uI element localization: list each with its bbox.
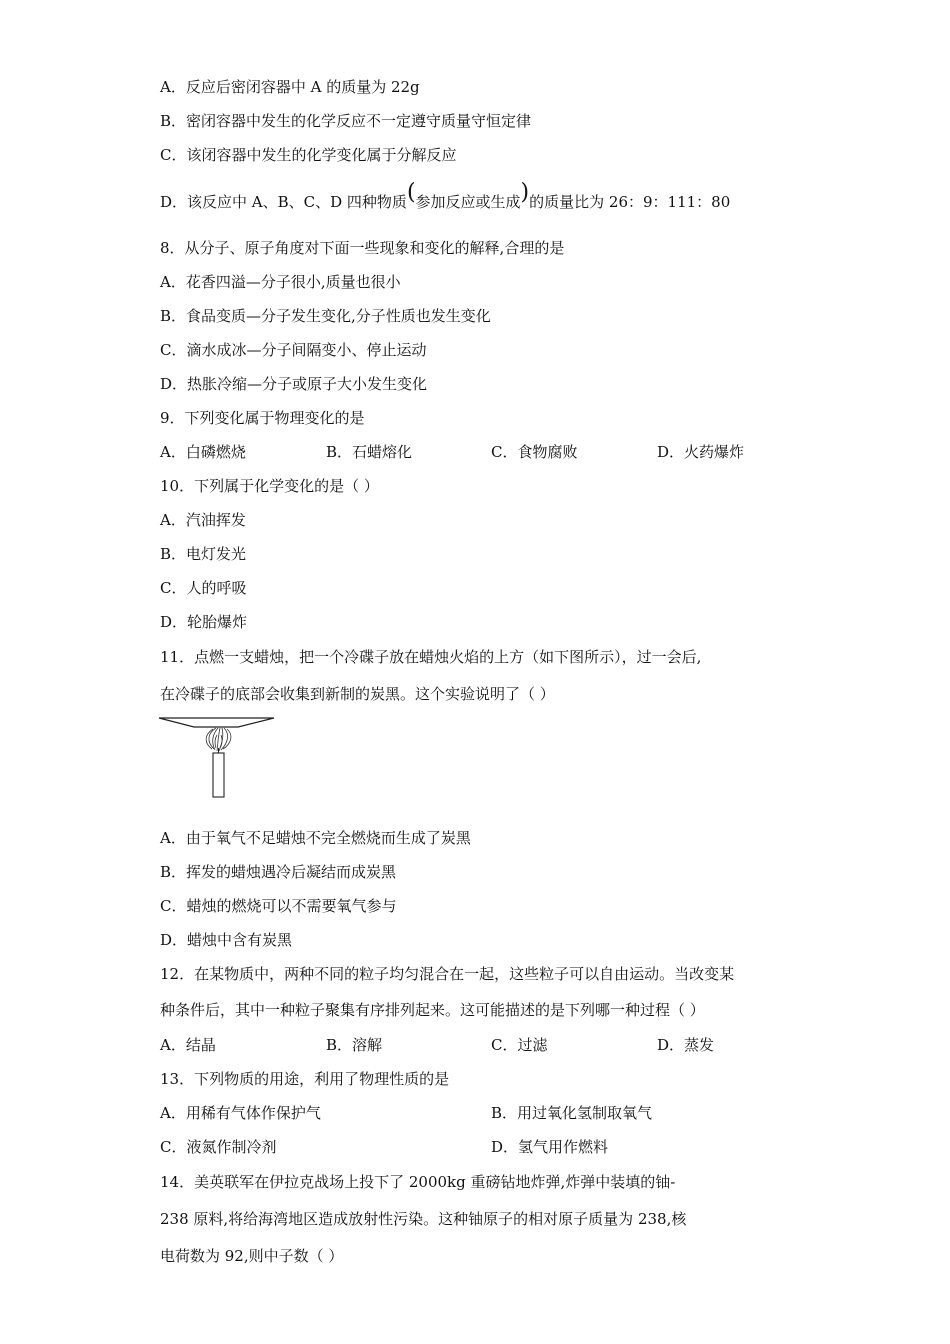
q12-option-c: C．过滤	[491, 1036, 548, 1054]
q9-option-a: A．白磷燃烧	[160, 443, 246, 461]
q12-stem-line2: 种条件后，其中一种粒子聚集有序排列起来。这可能描述的是下列哪一种过程（ ）	[160, 1001, 705, 1019]
q12-option-d: D．蒸发	[657, 1036, 715, 1054]
q11-stem-line1: 11．点燃一支蜡烛，把一个冷碟子放在蜡烛火焰的上方（如下图所示），过一会后,	[160, 648, 702, 666]
q10-option-c: C．人的呼吸	[160, 579, 247, 597]
q12-option-b: B．溶解	[326, 1036, 383, 1054]
q8-stem: 8．从分子、原子角度对下面一些现象和变化的解释,合理的是	[160, 239, 565, 257]
cold-dish	[159, 718, 274, 727]
q7-option-d-prefix: D．该反应中 A、B、C、D 四种物质	[160, 193, 407, 211]
q8-option-a: A．花香四溢—分子很小,质量也很小	[160, 273, 401, 291]
q12-stem-line1: 12．在某物质中，两种不同的粒子均匀混合在一起，这些粒子可以自由运动。当改变某	[160, 965, 735, 983]
q13-option-d: D．氢气用作燃料	[491, 1138, 609, 1156]
q7-option-a: A．反应后密闭容器中 A 的质量为 22g	[160, 78, 420, 96]
q11-option-a: A．由于氧气不足蜡烛不完全燃烧而生成了炭黑	[160, 829, 471, 847]
q11-option-b: B．挥发的蜡烛遇冷后凝结而成炭黑	[160, 863, 397, 881]
q14-stem-line2: 238 原料,将给海湾地区造成放射性污染。这种铀原子的相对原子质量为 238,核	[160, 1210, 687, 1228]
q7-option-d-paren-close: )	[520, 180, 530, 205]
q7-option-b: B．密闭容器中发生的化学反应不一定遵守质量守恒定律	[160, 112, 532, 130]
q13-stem: 13．下列物质的用途，利用了物理性质的是	[160, 1070, 450, 1088]
q10-option-a: A．汽油挥发	[160, 511, 246, 529]
q11-option-d: D．蜡烛中含有炭黑	[160, 931, 293, 949]
q10-option-d: D．轮胎爆炸	[160, 613, 248, 631]
candle-dish-figure	[158, 715, 278, 799]
q8-option-d: D．热胀冷缩—分子或原子大小发生变化	[160, 375, 428, 393]
q7-option-d-suffix: 的质量比为 26：9：111：80	[529, 193, 731, 211]
q12-option-a: A．结晶	[160, 1036, 216, 1054]
q10-stem: 10．下列属于化学变化的是（ ）	[160, 477, 379, 495]
q9-option-b: B．石蜡熔化	[326, 443, 413, 461]
q14-stem-line3: 电荷数为 92,则中子数（ ）	[160, 1247, 344, 1265]
q13-option-a: A．用稀有气体作保护气	[160, 1104, 321, 1122]
q7-option-d	[160, 180, 731, 212]
q13-option-c: C．液氮作制冷剂	[160, 1138, 277, 1156]
q8-option-c: C．滴水成冰—分子间隔变小、停止运动	[160, 341, 427, 359]
candle	[213, 753, 224, 797]
q8-option-b: B．食品变质—分子发生变化,分子性质也发生变化	[160, 307, 491, 325]
q11-option-c: C．蜡烛的燃烧可以不需要氧气参与	[160, 897, 397, 915]
q9-stem: 9．下列变化属于物理变化的是	[160, 409, 365, 427]
q13-option-b: B．用过氧化氢制取氧气	[491, 1104, 653, 1122]
q7-option-c: C．该闭容器中发生的化学变化属于分解反应	[160, 146, 457, 164]
q11-stem-line2: 在冷碟子的底部会收集到新制的炭黑。这个实验说明了（ ）	[160, 685, 555, 703]
q10-option-b: B．电灯发光	[160, 545, 247, 563]
q9-option-c: C．食物腐败	[491, 443, 578, 461]
soot-flame	[206, 728, 231, 751]
q9-option-d: D．火药爆炸	[657, 443, 745, 461]
q14-stem-line1: 14．美英联军在伊拉克战场上投下了 2000kg 重磅钻地炸弹,炸弹中装填的铀-	[160, 1173, 676, 1191]
q7-option-d-middle: 参加反应或生成	[415, 193, 521, 211]
q7-option-d-paren-open: (	[406, 180, 416, 205]
